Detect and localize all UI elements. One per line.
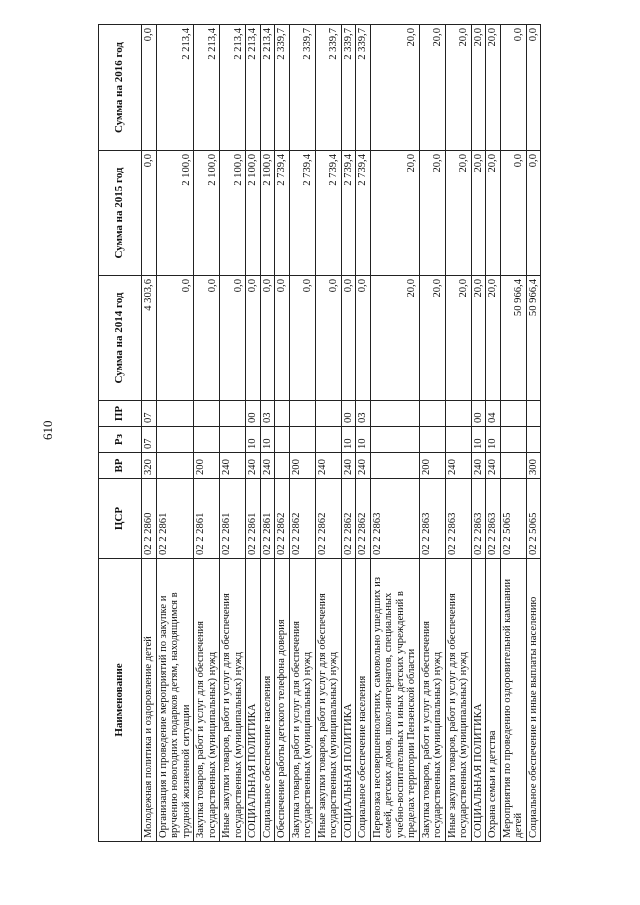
table-cell-sum-2015: 2 739,4 bbox=[275, 151, 290, 276]
table-cell-pr: 07 bbox=[142, 401, 157, 427]
table-cell-sum-2015: 2 739,4 bbox=[341, 151, 356, 276]
header-name: Наименование bbox=[99, 559, 142, 842]
table-row bbox=[471, 25, 486, 842]
table-row bbox=[156, 25, 194, 842]
table-cell-pr bbox=[289, 401, 315, 427]
table-cell-name: Закупка товаров, работ и услуг для обеспечения государственных (муниципальных) нужд bbox=[194, 559, 220, 842]
table-cell-vr: 200 bbox=[194, 453, 220, 479]
table-cell-sum-2015: 20,0 bbox=[419, 151, 445, 276]
table-cell-csr: 02 2 5065 bbox=[500, 479, 526, 559]
table-cell-name: Закупка товаров, работ и услуг для обеспечения государственных (муниципальных) нужд bbox=[419, 559, 445, 842]
table-cell-csr: 02 2 2862 bbox=[341, 479, 356, 559]
table-cell-sum-2014: 20,0 bbox=[419, 276, 445, 401]
table-cell-pr bbox=[156, 401, 194, 427]
table-row bbox=[246, 25, 261, 842]
table-cell-rz: 10 bbox=[246, 427, 261, 453]
table-cell-vr: 240 bbox=[445, 453, 471, 479]
table-cell-sum-2015: 2 739,4 bbox=[315, 151, 341, 276]
table-cell-sum-2014: 0,0 bbox=[194, 276, 220, 401]
header-sum-2015: Сумма на 2015 год bbox=[99, 151, 142, 276]
table-cell-sum-2015: 0,0 bbox=[500, 151, 526, 276]
table-cell-sum-2014: 0,0 bbox=[246, 276, 261, 401]
table-cell-sum-2014: 0,0 bbox=[289, 276, 315, 401]
table-row bbox=[356, 25, 371, 842]
table-cell-pr: 00 bbox=[341, 401, 356, 427]
table-cell-sum-2016: 20,0 bbox=[486, 25, 501, 151]
table-cell-sum-2014: 0,0 bbox=[341, 276, 356, 401]
table-cell-name: Иные закупки товаров, работ и услуг для обеспечения государственных (муниципальных) нужд bbox=[445, 559, 471, 842]
table-cell-sum-2016: 2 339,7 bbox=[315, 25, 341, 151]
table-cell-csr: 02 2 2863 bbox=[419, 479, 445, 559]
table-row bbox=[220, 25, 246, 842]
table-cell-vr: 200 bbox=[419, 453, 445, 479]
table-cell-sum-2016: 2 339,7 bbox=[289, 25, 315, 151]
table-cell-sum-2016: 2 213,4 bbox=[194, 25, 220, 151]
table-cell-pr: 03 bbox=[260, 401, 275, 427]
table-cell-vr: 240 bbox=[356, 453, 371, 479]
table-cell-pr: 00 bbox=[246, 401, 261, 427]
table-cell-name: СОЦИАЛЬНАЯ ПОЛИТИКА bbox=[341, 559, 356, 842]
table-row bbox=[486, 25, 501, 842]
table-cell-name: Охрана семьи и детства bbox=[486, 559, 501, 842]
table-cell-csr: 02 2 2861 bbox=[260, 479, 275, 559]
table-cell-csr: 02 2 2861 bbox=[220, 479, 246, 559]
table-cell-vr bbox=[156, 453, 194, 479]
table-cell-sum-2016: 20,0 bbox=[419, 25, 445, 151]
table-cell-sum-2014: 50 966,4 bbox=[526, 276, 541, 401]
table-cell-pr: 03 bbox=[356, 401, 371, 427]
table-row bbox=[275, 25, 290, 842]
table-row bbox=[370, 25, 419, 842]
table-cell-vr: 240 bbox=[315, 453, 341, 479]
table-cell-name: СОЦИАЛЬНАЯ ПОЛИТИКА bbox=[246, 559, 261, 842]
table-cell-sum-2015: 2 100,0 bbox=[156, 151, 194, 276]
table-cell-vr bbox=[370, 453, 419, 479]
table-cell-vr: 240 bbox=[341, 453, 356, 479]
table-cell-rz bbox=[419, 427, 445, 453]
table-row bbox=[419, 25, 445, 842]
table-cell-rz bbox=[275, 427, 290, 453]
table-cell-name: Иные закупки товаров, работ и услуг для обеспечения государственных (муниципальных) нужд bbox=[220, 559, 246, 842]
table-cell-name: Закупка товаров, работ и услуг для обеспечения государственных (муниципальных) нужд bbox=[289, 559, 315, 842]
table-cell-pr: 04 bbox=[486, 401, 501, 427]
table-cell-rz bbox=[194, 427, 220, 453]
table-cell-pr: 00 bbox=[471, 401, 486, 427]
table-cell-rz bbox=[156, 427, 194, 453]
table-cell-rz: 07 bbox=[142, 427, 157, 453]
budget-table bbox=[98, 24, 541, 842]
table-cell-sum-2015: 0,0 bbox=[526, 151, 541, 276]
table-row bbox=[194, 25, 220, 842]
table-cell-csr: 02 2 2862 bbox=[315, 479, 341, 559]
header-vr: ВР bbox=[99, 453, 142, 479]
header-sum-2016: Сумма на 2016 год bbox=[99, 25, 142, 151]
table-row bbox=[260, 25, 275, 842]
table-cell-pr bbox=[220, 401, 246, 427]
table-cell-csr: 02 2 2863 bbox=[445, 479, 471, 559]
table-cell-sum-2014: 20,0 bbox=[445, 276, 471, 401]
table-cell-sum-2015: 2 100,0 bbox=[260, 151, 275, 276]
table-cell-rz bbox=[500, 427, 526, 453]
table-cell-name: Социальное обеспечение населения bbox=[260, 559, 275, 842]
table-cell-sum-2015: 2 100,0 bbox=[246, 151, 261, 276]
table-cell-sum-2016: 2 339,7 bbox=[341, 25, 356, 151]
table-cell-pr bbox=[500, 401, 526, 427]
table-cell-sum-2016: 2 213,4 bbox=[246, 25, 261, 151]
table-body bbox=[142, 25, 541, 842]
table-cell-vr: 240 bbox=[486, 453, 501, 479]
table-cell-name: Молодежная политика и оздоровление детей bbox=[142, 559, 157, 842]
table-cell-sum-2016: 2 339,7 bbox=[356, 25, 371, 151]
table-cell-vr: 300 bbox=[526, 453, 541, 479]
table-cell-vr: 240 bbox=[471, 453, 486, 479]
table-cell-vr: 240 bbox=[260, 453, 275, 479]
table-cell-rz bbox=[315, 427, 341, 453]
table-cell-rz: 10 bbox=[486, 427, 501, 453]
table-cell-vr bbox=[275, 453, 290, 479]
table-cell-pr bbox=[275, 401, 290, 427]
table-cell-pr bbox=[315, 401, 341, 427]
table-cell-sum-2014: 20,0 bbox=[370, 276, 419, 401]
table-cell-sum-2016: 0,0 bbox=[500, 25, 526, 151]
table-cell-pr bbox=[194, 401, 220, 427]
table-cell-vr: 240 bbox=[220, 453, 246, 479]
table-cell-rz: 10 bbox=[356, 427, 371, 453]
table-cell-sum-2014: 50 966,4 bbox=[500, 276, 526, 401]
table-cell-sum-2015: 2 100,0 bbox=[194, 151, 220, 276]
table-row bbox=[289, 25, 315, 842]
table-cell-sum-2014: 0,0 bbox=[275, 276, 290, 401]
table-cell-name: Социальное обеспечение и иные выплаты населению bbox=[526, 559, 541, 842]
table-row bbox=[315, 25, 341, 842]
table-header-row bbox=[99, 25, 142, 842]
table-cell-sum-2014: 0,0 bbox=[315, 276, 341, 401]
table-cell-rz: 10 bbox=[341, 427, 356, 453]
table-cell-sum-2015: 20,0 bbox=[471, 151, 486, 276]
header-sum-2014: Сумма на 2014 год bbox=[99, 276, 142, 401]
table-cell-rz bbox=[370, 427, 419, 453]
table-cell-name: Социальное обеспечение населения bbox=[356, 559, 371, 842]
table-cell-sum-2014: 0,0 bbox=[220, 276, 246, 401]
table-cell-sum-2014: 20,0 bbox=[471, 276, 486, 401]
table-cell-name: СОЦИАЛЬНАЯ ПОЛИТИКА bbox=[471, 559, 486, 842]
table-cell-sum-2015: 2 100,0 bbox=[220, 151, 246, 276]
table-cell-sum-2014: 0,0 bbox=[260, 276, 275, 401]
budget-table-container bbox=[98, 25, 568, 842]
table-cell-name: Обеспечение работы детского телефона доверия bbox=[275, 559, 290, 842]
table-cell-sum-2015: 20,0 bbox=[486, 151, 501, 276]
table-cell-rz bbox=[220, 427, 246, 453]
table-cell-sum-2016: 2 339,7 bbox=[275, 25, 290, 151]
table-cell-pr bbox=[370, 401, 419, 427]
header-pr: ПР bbox=[99, 401, 142, 427]
table-cell-csr: 02 2 2861 bbox=[194, 479, 220, 559]
table-cell-csr: 02 2 2863 bbox=[486, 479, 501, 559]
table-cell-pr bbox=[445, 401, 471, 427]
table-cell-name: Перевозка несовершеннолетних, самовольно ушедших из семей, детских домов, школ-интернатов, специальных учебно-воспитательных и иных детских учреждений в пределах территории Пензенской области bbox=[370, 559, 419, 842]
table-cell-rz bbox=[289, 427, 315, 453]
table-cell-sum-2015: 20,0 bbox=[370, 151, 419, 276]
table-cell-sum-2015: 20,0 bbox=[445, 151, 471, 276]
table-row bbox=[526, 25, 541, 842]
header-csr: ЦСР bbox=[99, 479, 142, 559]
table-cell-rz: 10 bbox=[260, 427, 275, 453]
table-cell-csr: 02 2 2863 bbox=[370, 479, 419, 559]
table-cell-vr: 200 bbox=[289, 453, 315, 479]
table-cell-csr: 02 2 2861 bbox=[246, 479, 261, 559]
table-cell-csr: 02 2 2862 bbox=[275, 479, 290, 559]
table-row bbox=[500, 25, 526, 842]
table-cell-csr: 02 2 2860 bbox=[142, 479, 157, 559]
table-cell-name: Иные закупки товаров, работ и услуг для обеспечения государственных (муниципальных) нужд bbox=[315, 559, 341, 842]
table-cell-sum-2015: 2 739,4 bbox=[356, 151, 371, 276]
table-cell-sum-2016: 20,0 bbox=[445, 25, 471, 151]
table-cell-name: Мероприятия по проведению оздоровительной кампании детей bbox=[500, 559, 526, 842]
header-rz: Рз bbox=[99, 427, 142, 453]
table-cell-csr: 02 2 2862 bbox=[289, 479, 315, 559]
table-cell-sum-2014: 0,0 bbox=[156, 276, 194, 401]
table-cell-csr: 02 2 2862 bbox=[356, 479, 371, 559]
table-cell-sum-2014: 20,0 bbox=[486, 276, 501, 401]
table-cell-sum-2015: 2 739,4 bbox=[289, 151, 315, 276]
table-cell-rz bbox=[445, 427, 471, 453]
table-cell-pr bbox=[419, 401, 445, 427]
table-cell-sum-2016: 2 213,4 bbox=[156, 25, 194, 151]
page-number: 610 bbox=[40, 420, 55, 440]
table-cell-sum-2016: 20,0 bbox=[370, 25, 419, 151]
table-cell-rz bbox=[526, 427, 541, 453]
table-row bbox=[341, 25, 356, 842]
table-cell-csr: 02 2 5065 bbox=[526, 479, 541, 559]
table-cell-pr bbox=[526, 401, 541, 427]
table-cell-name: Организация и проведение мероприятий по закупке и вручению новогодних подарков детям, находящимся в трудной жизненной ситуации bbox=[156, 559, 194, 842]
table-cell-sum-2016: 2 213,4 bbox=[220, 25, 246, 151]
table-cell-vr bbox=[500, 453, 526, 479]
table-cell-rz: 10 bbox=[471, 427, 486, 453]
table-cell-csr: 02 2 2863 bbox=[471, 479, 486, 559]
table-cell-sum-2016: 0,0 bbox=[526, 25, 541, 151]
table-cell-sum-2016: 20,0 bbox=[471, 25, 486, 151]
table-cell-sum-2016: 2 213,4 bbox=[260, 25, 275, 151]
table-cell-sum-2016: 0,0 bbox=[142, 25, 157, 151]
table-cell-sum-2014: 4 303,6 bbox=[142, 276, 157, 401]
table-cell-vr: 240 bbox=[246, 453, 261, 479]
table-cell-sum-2014: 0,0 bbox=[356, 276, 371, 401]
table-row bbox=[142, 25, 157, 842]
table-cell-vr: 320 bbox=[142, 453, 157, 479]
table-cell-sum-2015: 0,0 bbox=[142, 151, 157, 276]
table-cell-csr: 02 2 2861 bbox=[156, 479, 194, 559]
table-row bbox=[445, 25, 471, 842]
